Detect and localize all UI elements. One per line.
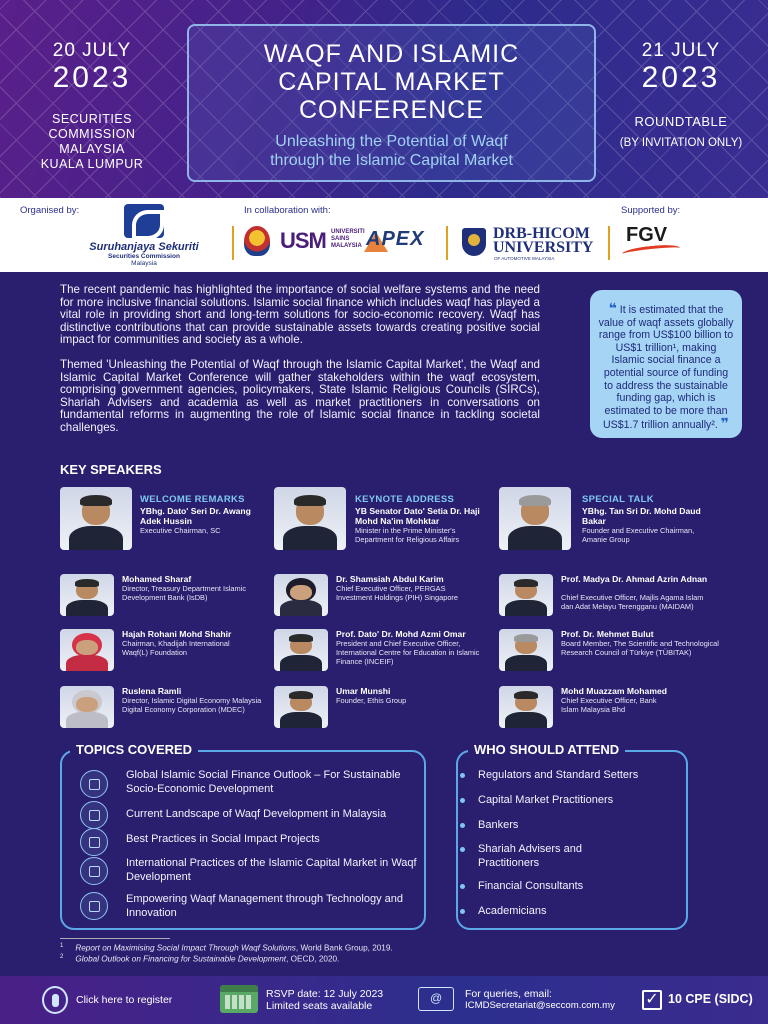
who-should-attend-heading: WHO SHOULD ATTEND [468,742,625,757]
collaboration-label: In collaboration with: [244,205,331,216]
speaker-name: Mohamed Sharaf [122,574,192,584]
speaker-name: Mohd Muazzam Mohamed [561,686,667,696]
page-subtitle: Unleashing the Potential of Waqf through the Islamic Capital Market [270,133,513,169]
header-banner [0,0,768,198]
speaker-photo [274,629,328,671]
landscape-icon [80,801,108,829]
speaker-photo [60,574,114,616]
speaker-title: Chief Executive Officer, PERGAS Investment Holdings (PIH) Singapore [336,584,459,602]
footnote-divider [60,938,170,939]
speaker-name: Prof. Dato' Dr. Mohd Azmi Omar [336,629,466,639]
cpe-credits: 10 CPE (SIDC) [668,992,753,1006]
speaker-title: Founder and Executive Chairman, Amanie Group [582,526,695,544]
speaker-photo [274,574,328,616]
title-box [187,24,596,182]
state-crest-icon [244,226,270,256]
roundtable-date-block [608,40,754,149]
open-quote-icon: ❝ [608,300,617,316]
apex-logo[interactable]: APEX [366,228,425,250]
speaker-photo [274,487,346,550]
speaker-name: YBhg. Tan Sri Dr. Mohd Daud Bakar [582,506,701,526]
topics-heading: TOPICS COVERED [70,742,198,757]
technology-icon [80,892,108,920]
footnote: $^1$ Report on Maximising Social Impact Through Waqf Solutions, World Bank Group, 2019. [60,943,393,953]
topic-item: Empowering Waqf Management through Technology and Innovation [126,893,404,919]
speaker-name: Ruslena Ramli [122,686,182,696]
intro-paragraph-2: Themed 'Unleashing the Potential of Waqf through the Islamic Capital Market', the Waqf and Islamic Capital Market Conference will gather stakeholders within the waqf ecosystem, comprising government agencies, policymakers, State Islamic Religious Councils (SIRCs), Shariah Advisers and academia as well as market practitioners in conversations on fundamental reforms in augmenting the role of Islamic social finance in tackling societal challenges. [60,357,540,434]
checklist-icon [80,828,108,856]
divider [232,226,234,260]
speaker-title: Minister in the Prime Minister's Department for Religious Affairs [355,526,460,544]
speaker-role: KEYNOTE ADDRESS [355,494,455,505]
register-link[interactable]: Click here to register [76,994,173,1006]
speaker-title: Director, Treasury Department Islamic Development Bank (IsDB) [122,584,247,602]
intro-paragraph-1: The recent pandemic has highlighted the importance of social welfare systems and the need for more inclusive financial solutions. Islamic social finance which includes waqf has played a vital role in providing short and long-term solutions for socio-economic recovery. Waqf has distinctive contributions that can provide sustainable assets towards creating positive social impact for communities and society as a whole. [60,283,540,347]
conference-date: 20 JULY [52,40,132,61]
speaker-name: Prof. Madya Dr. Ahmad Azrin Adnan [561,574,708,584]
rsvp-date: RSVP date: 12 July 2023 [266,988,384,1000]
speaker-title: Chief Executive Officer, Majlis Agama Islam dan Adat Melayu Terengganu (MAIDAM) [561,593,704,611]
speaker-photo [60,629,114,671]
speaker-title: Board Member, The Scientific and Technological Research Council of Türkiye (TÜBITAK) [561,639,719,657]
speaker-title: Founder, Ethis Group [336,696,407,705]
speaker-photo [499,574,553,616]
intro-text [60,284,540,435]
speaker-name: YBhg. Dato' Seri Dr. Awang Adek Hussin [140,506,251,526]
bullet-icon [460,798,465,803]
network-icon [80,857,108,885]
topic-item: Global Islamic Social Finance Outlook – For Sustainable Socio-Economic Development [126,769,401,795]
drb-hicom-logo[interactable]: DRB-HICOM UNIVERSITY [493,225,594,256]
fgv-logo[interactable]: FGV [626,224,668,246]
speaker-title: President and Chief Executive Officer, International Centre for Education in Islamic Finance (INCEIF) [336,639,480,666]
divider [446,226,448,260]
conference-year: 2023 [52,61,132,94]
topic-item: Current Landscape of Waqf Development in Malaysia [126,808,387,820]
key-speakers-heading: KEY SPEAKERS [60,462,162,477]
pointer-hand-icon[interactable] [42,986,68,1014]
speaker-name: Prof. Dr. Mehmet Bulut [561,629,654,639]
footnote: $^2$ Global Outlook on Financing for Sustainable Development, OECD, 2020. [60,954,340,964]
roundtable-year: 2023 [641,61,721,94]
usm-logo[interactable]: USM [280,228,326,253]
roundtable-label: ROUNDTABLE [634,114,728,129]
attendee-item: Bankers [478,819,678,833]
sc-emblem-icon [124,204,164,238]
topic-item: International Practices of the Islamic Capital Market in Waqf Development [126,857,417,883]
speaker-name: Hajah Rohani Mohd Shahir [122,629,232,639]
speaker-name: Umar Munshi [336,686,391,696]
speaker-role: WELCOME REMARKS [140,494,245,505]
globe-icon [80,770,108,798]
bullet-icon [460,823,465,828]
limited-seats: Limited seats available [266,1000,373,1012]
bullet-icon [460,773,465,778]
speaker-photo [499,629,553,671]
speaker-role: SPECIAL TALK [582,494,654,505]
speaker-photo [499,686,553,728]
speaker-title: Chairman, Khadijah International Waqf(L) Foundation [122,639,230,657]
calendar-icon [220,985,258,1013]
speaker-title: Director, Islamic Digital Economy Malaysia Digital Economy Corporation (MDEC) [122,696,262,714]
attendee-item: Regulators and Standard Setters [478,769,678,783]
email-link[interactable]: ICMDSecretariat@seccom.com.my [465,1000,615,1011]
roundtable-date: 21 JULY [641,40,721,61]
speaker-name: YB Senator Dato' Setia Dr. Haji Mohd Na'im Mohktar [355,506,480,526]
email-icon [418,987,454,1011]
attendee-item: Academicians [478,905,678,919]
drb-hicom-tagline: OF AUTOMOTIVE MALAYSIA [494,256,555,261]
supported-by-label: Supported by: [621,205,681,216]
speaker-name: Dr. Shamsiah Abdul Karim [336,574,444,584]
attendee-item: Financial Consultants [478,880,678,894]
speaker-photo [60,686,114,728]
quote-box [590,290,742,438]
invitation-note: (BY INVITATION ONLY) [619,137,743,149]
bullet-icon [460,909,465,914]
partner-logos-strip [0,198,768,272]
attendee-item: Shariah Advisers and Practitioners [478,843,608,870]
usm-logo-subtitle: UNIVERSITI SAINS MALAYSIA [331,229,365,249]
conference-date-block [28,40,156,172]
speaker-title: Executive Chairman, SC [140,526,221,535]
sc-logo[interactable]: Suruhanjaya Sekuriti Securities Commission Malaysia [84,204,204,267]
checkbox-icon: ✓ [642,990,662,1010]
speaker-photo [274,686,328,728]
attendee-item: Capital Market Practitioners [478,794,678,808]
conference-venue: SECURITIES COMMISSION MALAYSIA KUALA LUMPUR [40,112,144,171]
quote-text: It is estimated that the value of waqf assets globally range from US$100 billion to US$1 trillion¹, making Islamic social finance a potential source of funding to address the sustainable funding gap, which is estimated to be more than US$1.7 trillion annually². [598,304,734,432]
organised-by-label: Organised by: [20,205,80,216]
queries-label: For queries, email: [465,988,552,1000]
speaker-title: Chief Executive Officer, Bank Islam Malaysia Bhd [561,696,657,714]
topic-item: Best Practices in Social Impact Projects [126,833,320,845]
speaker-photo [60,487,132,550]
bullet-icon [460,847,465,852]
page-title: WAQF AND ISLAMIC CAPITAL MARKET CONFERENCE [263,40,520,124]
bullet-icon [460,884,465,889]
close-quote-icon: ❞ [720,415,729,432]
divider [608,226,610,260]
speaker-photo [499,487,571,550]
drb-shield-icon [462,228,486,256]
